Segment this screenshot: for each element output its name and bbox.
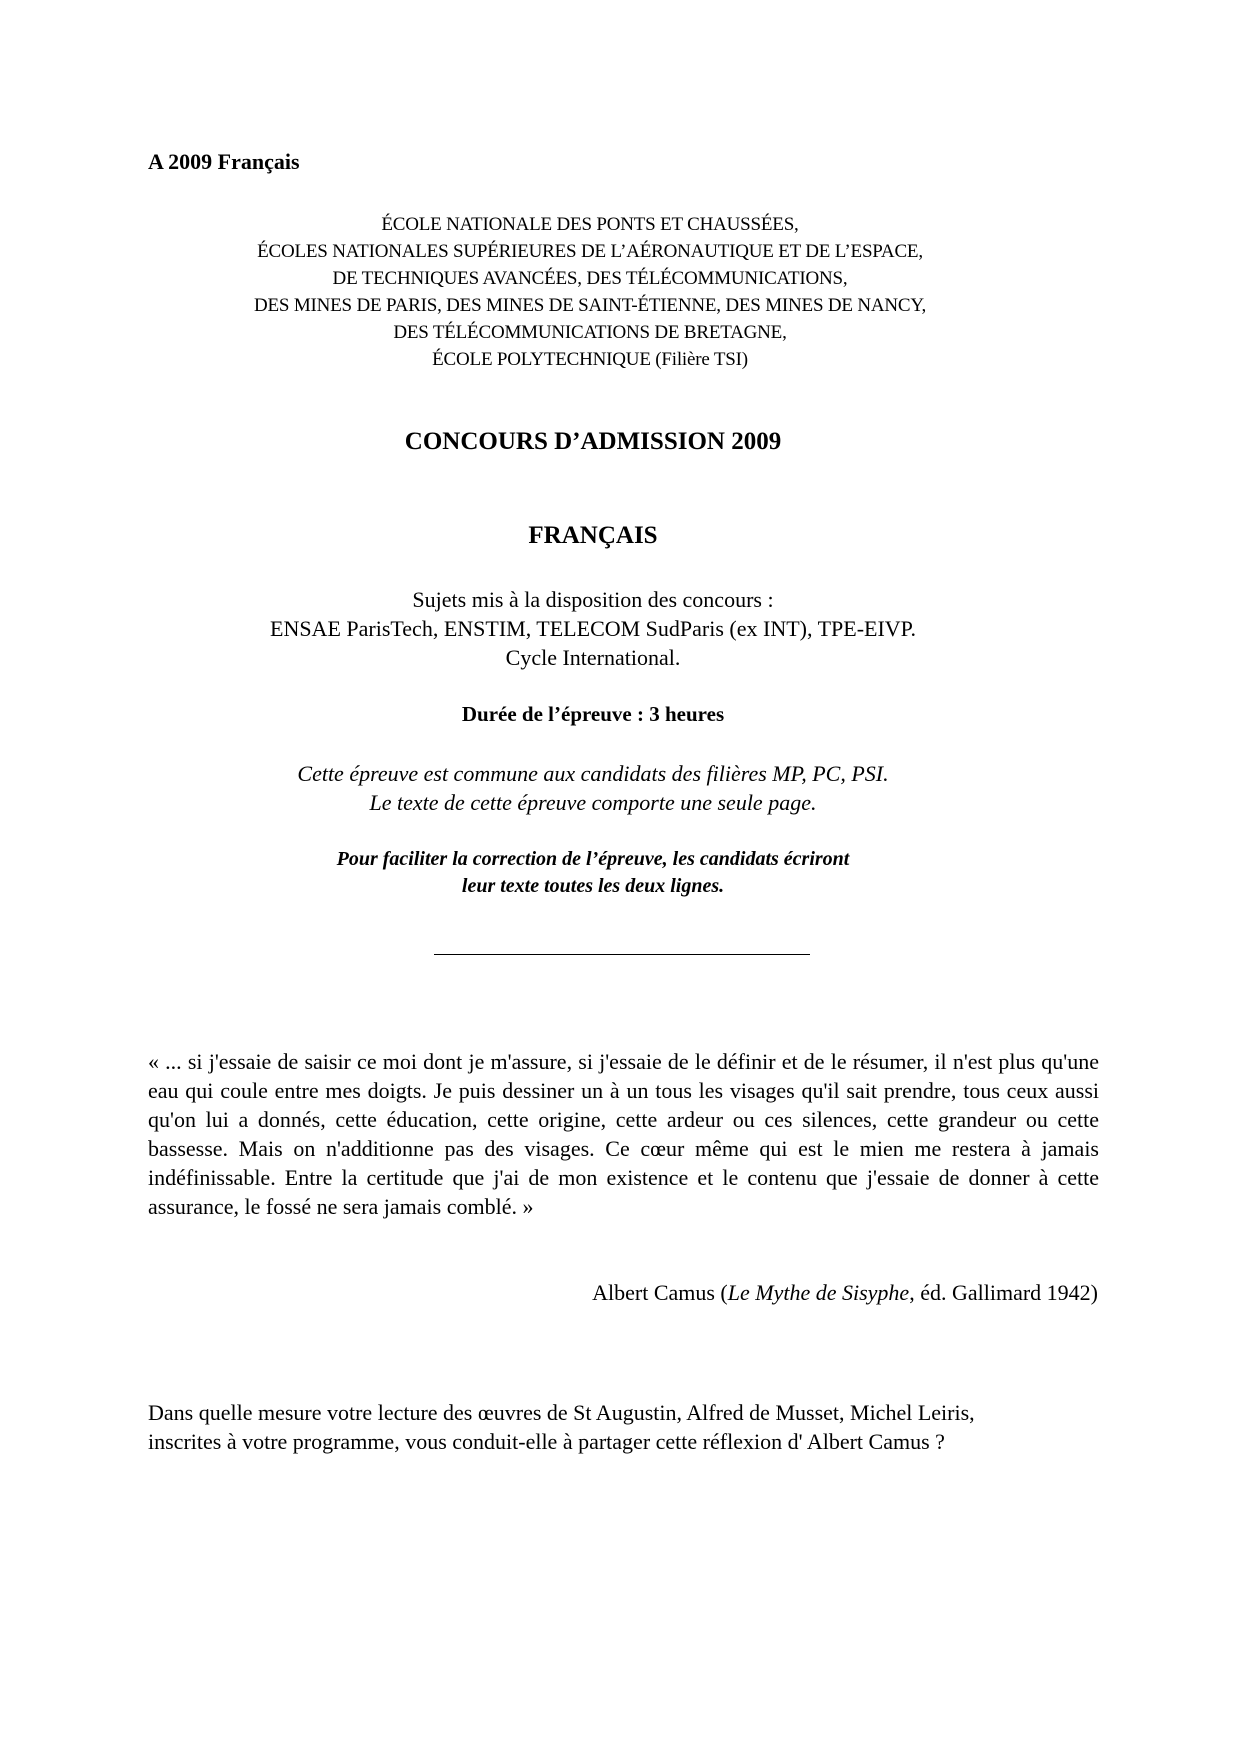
quote-author: Albert Camus ( <box>592 1280 728 1305</box>
subjects-available-line: ENSAE ParisTech, ENSTIM, TELECOM SudParis (ex INT), TPE-EIVP. <box>270 616 916 641</box>
schools-list <box>0 211 1180 373</box>
contest-title: CONCOURS D’ADMISSION 2009 <box>404 428 782 455</box>
common-note-line: Cette épreuve est commune aux candidats des filières MP, PC, PSI. <box>297 761 889 786</box>
schools-line: ÉCOLE NATIONALE DES PONTS ET CHAUSSÉES, <box>381 214 799 235</box>
subject-title: FRANÇAIS <box>528 522 658 549</box>
common-note <box>0 759 1186 817</box>
essay-question-line: Dans quelle mesure votre lecture des œuvres de St Augustin, Alfred de Musset, Michel Leiris, <box>148 1400 975 1425</box>
separator-line <box>434 954 810 955</box>
exam-duration: Durée de l’épreuve : 3 heures <box>461 702 725 726</box>
quote-edition: , éd. Gallimard 1942) <box>909 1280 1098 1305</box>
schools-line: DES MINES DE PARIS, DES MINES DE SAINT-ÉTIENNE, DES MINES DE NANCY, <box>253 295 927 316</box>
schools-line: ÉCOLES NATIONALES SUPÉRIEURES DE L’AÉRONAUTIQUE ET DE L’ESPACE, <box>257 241 923 262</box>
camus-quote: « ... si j'essaie de saisir ce moi dont je m'assure, si j'essaie de le définir et de le résumer, il n'est plus qu'une eau qui coule entre mes doigts. Je puis dessiner un à un tous les visages qu'il sait prendre, tous ceux aussi qu'on lui a donnés, cette éducation, cette origine, cette ardeur ou ces silences, cette grandeur ou cette bassesse. Mais on n'additionne pas des visages. Ce cœur même qui est le mien me restera à jamais indéfinissable. Entre la certitude que j'ai de mon existence et le contenu que j'essaie de donner à cette assurance, le fossé ne sera jamais comblé. » <box>148 1049 1099 1219</box>
subjects-available-line: Cycle International. <box>505 645 681 670</box>
schools-line: ÉCOLE POLYTECHNIQUE (Filière TSI) <box>432 349 748 370</box>
subjects-available-line: Sujets mis à la disposition des concours : <box>412 587 774 612</box>
common-note-line: Le texte de cette épreuve comporte une seule page. <box>369 790 817 815</box>
subjects-available <box>0 585 1186 672</box>
essay-question-line: inscrites à votre programme, vous conduit-elle à partager cette réflexion d' Albert Camus ? <box>148 1429 945 1454</box>
schools-line: DE TECHNIQUES AVANCÉES, DES TÉLÉCOMMUNICATIONS, <box>332 268 848 289</box>
correction-note-line: leur texte toutes les deux lignes. <box>461 875 725 897</box>
schools-line: DES TÉLÉCOMMUNICATIONS DE BRETAGNE, <box>393 322 787 343</box>
essay-question <box>148 1398 1108 1456</box>
correction-note-line: Pour faciliter la correction de l’épreuve, les candidats écriront <box>336 848 850 870</box>
quote-attribution <box>592 1280 1098 1306</box>
quote-work-title: Le Mythe de Sisyphe <box>727 1280 910 1305</box>
page-code: A 2009 Français <box>148 149 300 174</box>
correction-note <box>0 846 1186 900</box>
